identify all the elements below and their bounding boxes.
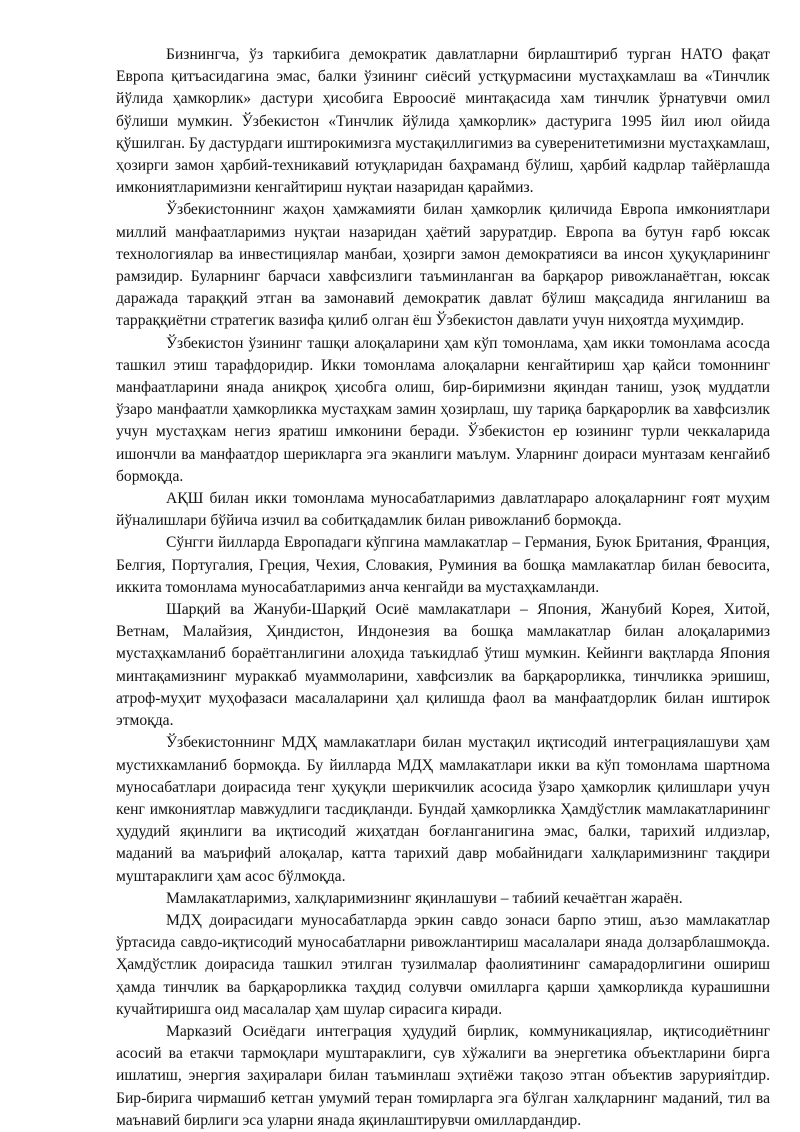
paragraph-nato: Бизнингча, ўз таркибига демократик давлатларни бирлаштириб турган НАТО фақат Европа қитъасидагина эмас, балки ўзининг сиёсий устқурмасини мустаҳкамлаш ва «Тинчлик йўлида ҳамкорлик» дастури ҳисобига Евроосиё минтақасида хам тинчлик ўрнатувчи омил бўлиши мумкин. Ўзбекистон «Тинчлик йўлида ҳамкорлик» дастурига 1995 йил июл ойида қўшилган. Бу дастурдаги иштирокимизга мустақиллигимиз ва суверенитетимизни мустаҳкамлаш, ҳозирги замон ҳарбий-техникавий ютуқларидан баҳраманд бўлиш, ҳарбий кадрлар тайёрлашда имкониятларимизни кенгайтириш нуқтаи назаридан қараймиз. [116, 46, 770, 197]
paragraph-european-countries: Сўнгги йилларда Европадаги кўпгина мамлакатлар – Германия, Буюк Британия, Франция, Белгия, Португалия, Греция, Чехия, Словакия, Руминия ва бошқа мамлакатлар билан бевосита, иккита томонлама муносабатларимиз анча кенгайди ва мустаҳкамланди. [116, 534, 770, 596]
paragraph-europe: Ўзбекистоннинг жаҳон ҳамжамияти билан ҳамкорлик қиличида Европа имкониятлари миллий манфаатларимиз нуқтаи назаридан ҳаётий заруратдир. Европа ва бутун ғарб юксак технологиялар ва инвестициялар манбаи, ҳозирги замон демократияси ва инсон ҳуқуқларининг рамзидир. Буларнинг барчаси хавфсизлиги таъминланган ва барқарор ривожланаётган, юксак даражада тараққий этган ва замонавий демократик давлат бўлиш мақсадида янгиланиш ва тарраққиётни стратегик вазифа қилиб олган ёш Ўзбекистон давлати учун ниҳоятда муҳимдир. [116, 201, 770, 330]
document-page [116, 44, 770, 1132]
paragraph-free-trade: МДҲ доирасидаги муносабатларда эркин савдо зонаси барпо этиш, аъзо мамлакатлар ўртасида савдо-иқтисодий муносабатларни ривожлантириш масалалари янада долзарблашмоқда. Ҳамдўстлик доирасида ташкил этилган тузилмалар фаолиятининг самарадорлигини ошириш ҳамда тинчлик ва барқарорликка таҳдид солувчи омилларга қарши ҳамкорликда курашишни кучайтиришга оид масалалар ҳам шулар сирасига киради. [116, 911, 770, 1018]
paragraph-rapprochement: Мамлакатларимиз, халқларимизнинг яқинлашуви – табиий кечаётган жараён. [166, 889, 683, 907]
paragraph-asia: Шарқий ва Жануби-Шарқий Осиё мамлакатлари – Япония, Жанубий Корея, Хитой, Ветнам, Малайзия, Ҳиндистон, Индонезия ва бошқа мамлакатлар билан алоқаларимиз мустаҳкамланиб бораётганлигини алоҳида таъкидлаб ўтиш мумкин. Кейинги вақтларда Япония минтақамизнинг мураккаб муаммоларини, хавфсизлик ва барқарорликка, тинчликка эришиш, атроф-муҳит муҳофазаси масалаларини ҳал қилишда фаол ва манфаатдорлик билан иштирок этмоқда. [116, 601, 770, 730]
paragraph-usa: АҚШ билан икки томонлама муносабатларимиз давлатлараро алоқаларнинг ғоят муҳим йўналишлари бўйича изчил ва собитқадамлик билан ривожланиб бормоқда. [116, 490, 770, 530]
paragraph-central-asia: Марказий Осиёдаги интеграция ҳудудий бирлик, коммуникациялар, иқтисодиётнинг асосий ва етакчи тармоқлари муштараклиги, сув хўжалиги ва энергетика объектларини бирга ишлатиш, энергия заҳиралари билан таъминлаш эҳтиёжи тақозо этган объектив зарурияітдир. Бир-бирига чирмашиб кетган умумий теран томирларга эга бўлган халқларнинг маданий, тил ва маънавий бирлиги эса уларни янада яқинлаштирувчи омиллардандир. [116, 1022, 770, 1129]
paragraph-foreign-relations: Ўзбекистон ўзининг ташқи алоқаларини ҳам кўп томонлама, ҳам икки томонлама асосда ташкил этиш тарафдоридир. Икки томонлама алоқаларни кенгайтириш ҳар қайси томоннинг манфаатларини янада аниқроқ ҳисобга олиш, бир-биримизни яқиндан таниш, узоқ муддатли ўзаро манфаатли ҳамкорликка мустаҳкам замин ҳозирлаш, шу тариқа барқарорлик ва хавфсизлик учун мустаҳкам негиз яратиш имконини беради. Ўзбекистон ер юзининг турли чеккаларида ишончли ва манфаатдор шерикларга эга эканлиги маълум. Уларнинг доираси мунтазам кенгайиб бормоқда. [116, 334, 770, 485]
paragraph-cis-integration: Ўзбекистоннинг МДҲ мамлакатлари билан мустақил иқтисодий интеграциялашуви ҳам мустихкамланиб бормоқда. Бу йилларда МДҲ мамлакатлари икки ва кўп томонлама шартнома муносабатлари доирасида тенг ҳуқуқли шерикчилик асосида ўзаро ҳамкорлик қилишлари учун кенг имкониятлар мавжудлиги тасдиқланди. Бундай ҳамкорликка Ҳамдўстлик мамлакатларининг ҳудудий яқинлиги ва иқтисодий жиҳатдан боғланганигина эмас, балки, тарихий илдизлар, маданий ва маърифий алоқалар, катта тарихий давр мобайнидаги халқларимизнинг тақдири муштараклиги ҳам асос бўлмоқда. [116, 734, 770, 885]
